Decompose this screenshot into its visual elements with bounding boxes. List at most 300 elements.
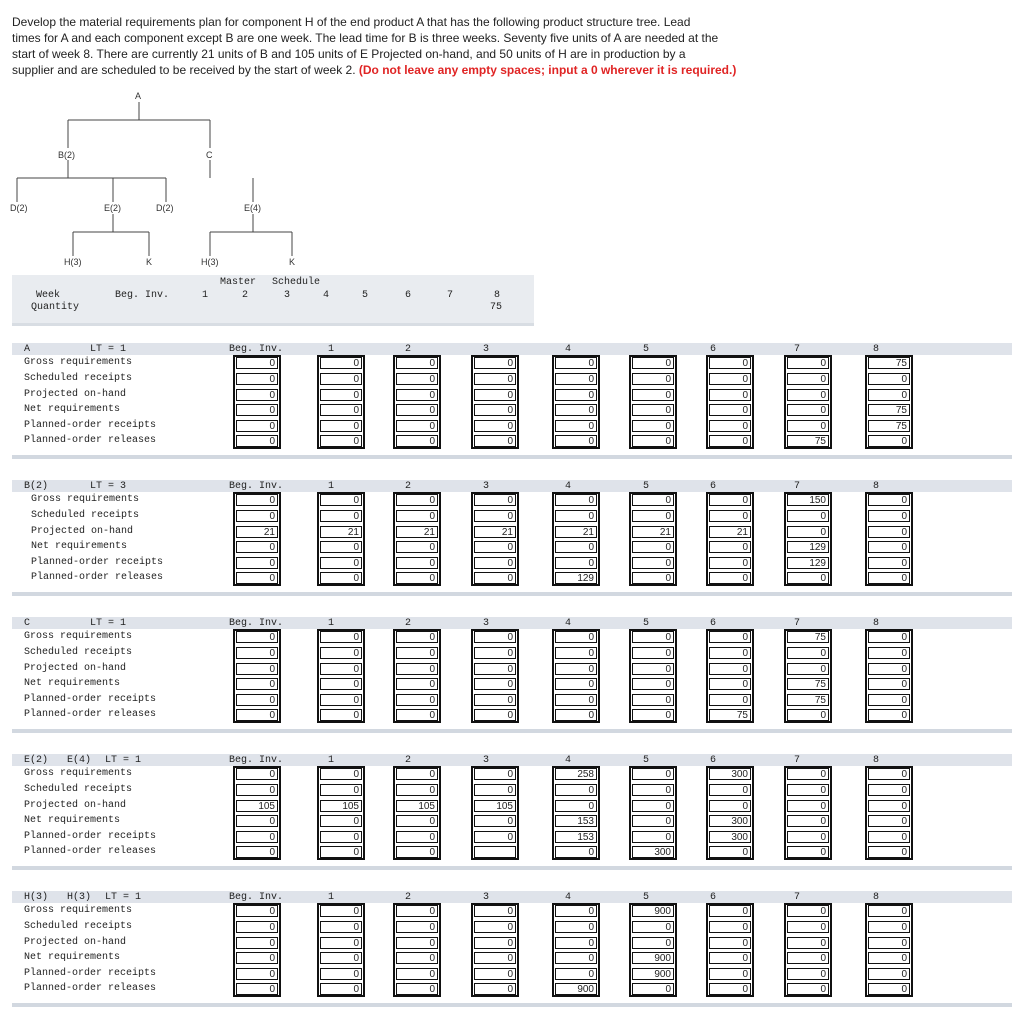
input-cell[interactable]: [474, 846, 516, 858]
input-cell[interactable]: 0: [396, 557, 438, 569]
input-cell[interactable]: 0: [709, 494, 751, 506]
input-cell[interactable]: 21: [555, 526, 597, 538]
input-cell[interactable]: 0: [320, 420, 362, 432]
input-cell[interactable]: 0: [632, 557, 674, 569]
input-cell[interactable]: 0: [787, 526, 829, 538]
input-cell[interactable]: 0: [868, 709, 910, 721]
input-cell[interactable]: 0: [236, 373, 278, 385]
input-cell[interactable]: 0: [236, 983, 278, 995]
input-cell[interactable]: 0: [787, 768, 829, 780]
input-cell[interactable]: 0: [868, 815, 910, 827]
input-cell[interactable]: 0: [320, 784, 362, 796]
input-cell[interactable]: 0: [320, 709, 362, 721]
input-cell[interactable]: 0: [555, 510, 597, 522]
week-header-4: 4: [565, 892, 572, 903]
input-cell[interactable]: 0: [787, 815, 829, 827]
input-cell[interactable]: 0: [632, 921, 674, 933]
tree-node-a: A: [135, 91, 142, 101]
input-cell[interactable]: 0: [555, 373, 597, 385]
input-cell[interactable]: 0: [709, 694, 751, 706]
input-cell[interactable]: 153: [555, 815, 597, 827]
input-cell[interactable]: 0: [236, 905, 278, 917]
input-cell[interactable]: 0: [868, 694, 910, 706]
input-cell[interactable]: 900: [632, 905, 674, 917]
input-cell[interactable]: 0: [709, 952, 751, 964]
input-cell[interactable]: 0: [868, 494, 910, 506]
row-label: Projected on-hand: [24, 389, 127, 400]
input-cell[interactable]: 0: [555, 694, 597, 706]
input-cell[interactable]: 0: [709, 937, 751, 949]
input-cell[interactable]: 0: [474, 784, 516, 796]
input-cell[interactable]: 0: [709, 420, 751, 432]
row-label: Gross requirements: [24, 357, 133, 368]
item-subtitle: H(3): [67, 892, 92, 903]
tree-node-e-under-c: E(4): [244, 203, 262, 213]
input-cell[interactable]: 0: [474, 921, 516, 933]
input-cell[interactable]: 0: [236, 572, 278, 584]
input-cell[interactable]: 0: [396, 768, 438, 780]
input-cell[interactable]: 0: [396, 831, 438, 843]
input-cell[interactable]: 0: [320, 846, 362, 858]
input-cell[interactable]: 0: [236, 420, 278, 432]
input-cell[interactable]: 0: [474, 952, 516, 964]
input-cell[interactable]: 21: [236, 526, 278, 538]
input-cell[interactable]: 0: [474, 709, 516, 721]
input-cell[interactable]: 0: [474, 420, 516, 432]
input-cell[interactable]: 0: [555, 968, 597, 980]
input-cell[interactable]: 0: [236, 557, 278, 569]
beg-inv-header: Beg. Inv.: [229, 755, 284, 766]
input-cell[interactable]: 0: [320, 510, 362, 522]
input-cell[interactable]: 0: [787, 968, 829, 980]
input-cell[interactable]: 0: [474, 905, 516, 917]
input-cell[interactable]: 0: [320, 663, 362, 675]
input-cell[interactable]: 0: [787, 831, 829, 843]
input-cell[interactable]: 0: [474, 404, 516, 416]
input-cell[interactable]: 129: [555, 572, 597, 584]
input-cell[interactable]: 0: [632, 435, 674, 447]
input-cell[interactable]: 0: [632, 983, 674, 995]
input-cell[interactable]: 0: [868, 968, 910, 980]
input-cell[interactable]: 0: [787, 404, 829, 416]
input-cell[interactable]: 75: [787, 631, 829, 643]
input-cell[interactable]: 0: [555, 541, 597, 553]
input-cell[interactable]: 0: [787, 373, 829, 385]
input-cell[interactable]: 0: [787, 784, 829, 796]
input-cell[interactable]: 0: [787, 420, 829, 432]
input-cell[interactable]: 0: [474, 937, 516, 949]
input-cell[interactable]: 0: [396, 631, 438, 643]
input-cell[interactable]: 0: [236, 494, 278, 506]
input-cell[interactable]: 153: [555, 831, 597, 843]
input-cell[interactable]: 0: [709, 572, 751, 584]
input-cell[interactable]: 150: [787, 494, 829, 506]
input-cell[interactable]: 0: [320, 968, 362, 980]
input-cell[interactable]: 0: [236, 541, 278, 553]
input-cell[interactable]: 0: [320, 815, 362, 827]
input-cell[interactable]: 0: [709, 800, 751, 812]
input-cell[interactable]: 0: [236, 663, 278, 675]
input-cell[interactable]: 0: [868, 541, 910, 553]
input-cell[interactable]: 0: [632, 678, 674, 690]
input-cell[interactable]: 0: [236, 709, 278, 721]
input-cell[interactable]: 21: [396, 526, 438, 538]
prompt-line-4: supplier and are scheduled to be received by the start of week 2.: [12, 63, 356, 77]
input-cell[interactable]: 0: [555, 784, 597, 796]
input-cell[interactable]: 0: [474, 647, 516, 659]
input-cell[interactable]: 0: [320, 631, 362, 643]
input-cell[interactable]: 0: [320, 541, 362, 553]
input-cell[interactable]: 75: [868, 420, 910, 432]
input-cell[interactable]: 0: [555, 494, 597, 506]
input-cell[interactable]: 0: [320, 435, 362, 447]
input-cell[interactable]: 0: [474, 557, 516, 569]
input-cell[interactable]: 0: [632, 541, 674, 553]
input-cell[interactable]: 0: [555, 905, 597, 917]
input-cell[interactable]: 0: [396, 435, 438, 447]
input-cell[interactable]: 75: [787, 435, 829, 447]
mrp-table-e: [12, 754, 1012, 872]
input-cell[interactable]: 0: [236, 694, 278, 706]
input-cell[interactable]: 0: [632, 373, 674, 385]
input-cell[interactable]: 0: [787, 800, 829, 812]
input-cell[interactable]: 0: [632, 694, 674, 706]
input-cell[interactable]: 0: [632, 937, 674, 949]
input-cell[interactable]: 0: [868, 952, 910, 964]
input-cell[interactable]: 0: [868, 435, 910, 447]
input-cell[interactable]: 0: [709, 983, 751, 995]
input-cell[interactable]: 75: [787, 678, 829, 690]
input-cell[interactable]: 0: [555, 846, 597, 858]
input-cell[interactable]: 21: [474, 526, 516, 538]
input-cell[interactable]: 0: [555, 800, 597, 812]
input-cell[interactable]: 0: [709, 921, 751, 933]
input-cell[interactable]: 300: [709, 831, 751, 843]
input-cell[interactable]: 0: [320, 921, 362, 933]
input-cell[interactable]: 129: [787, 541, 829, 553]
input-cell[interactable]: 0: [474, 678, 516, 690]
input-cell[interactable]: 0: [868, 784, 910, 796]
input-cell[interactable]: 0: [236, 510, 278, 522]
input-cell[interactable]: 0: [555, 647, 597, 659]
input-cell[interactable]: 0: [396, 494, 438, 506]
input-cell[interactable]: 0: [868, 800, 910, 812]
input-cell[interactable]: 0: [320, 357, 362, 369]
input-cell[interactable]: 0: [320, 694, 362, 706]
prompt-line-1: Develop the material requirements plan for component H of the end product A that has the following product structure tree. Lead: [12, 15, 691, 29]
input-cell[interactable]: 0: [868, 373, 910, 385]
input-cell[interactable]: 0: [320, 389, 362, 401]
input-cell[interactable]: 0: [709, 631, 751, 643]
input-cell[interactable]: 0: [396, 420, 438, 432]
input-cell[interactable]: 0: [868, 905, 910, 917]
tree-node-d-under-b: D(2): [10, 203, 28, 213]
input-cell[interactable]: 0: [709, 541, 751, 553]
input-cell[interactable]: 0: [396, 678, 438, 690]
input-cell[interactable]: 0: [396, 357, 438, 369]
row-label: Planned-order releases: [31, 572, 164, 583]
input-cell[interactable]: 0: [709, 435, 751, 447]
input-cell[interactable]: 0: [320, 905, 362, 917]
week-header-1: 1: [328, 892, 335, 903]
input-cell[interactable]: 0: [709, 678, 751, 690]
input-cell[interactable]: 0: [555, 937, 597, 949]
input-cell[interactable]: 0: [236, 404, 278, 416]
input-cell[interactable]: 0: [396, 647, 438, 659]
input-cell[interactable]: 0: [709, 905, 751, 917]
input-cell[interactable]: 0: [236, 768, 278, 780]
input-cell[interactable]: 75: [868, 404, 910, 416]
input-cell[interactable]: 0: [709, 357, 751, 369]
input-cell[interactable]: 0: [474, 831, 516, 843]
table-footer-bar: [12, 729, 1012, 733]
input-cell[interactable]: 0: [787, 647, 829, 659]
input-cell[interactable]: 0: [787, 905, 829, 917]
input-cell[interactable]: 0: [709, 968, 751, 980]
input-cell[interactable]: 0: [632, 647, 674, 659]
input-cell[interactable]: 0: [474, 494, 516, 506]
row-label: Net requirements: [24, 815, 121, 826]
input-cell[interactable]: 900: [555, 983, 597, 995]
input-cell[interactable]: 21: [632, 526, 674, 538]
input-cell[interactable]: 0: [632, 404, 674, 416]
input-cell[interactable]: 0: [868, 510, 910, 522]
input-cell[interactable]: 0: [555, 389, 597, 401]
input-cell[interactable]: 0: [474, 373, 516, 385]
input-cell[interactable]: 0: [236, 937, 278, 949]
input-cell[interactable]: 0: [709, 373, 751, 385]
input-cell[interactable]: 0: [474, 631, 516, 643]
input-cell[interactable]: 300: [709, 815, 751, 827]
input-cell[interactable]: 0: [236, 846, 278, 858]
mrp-table-c: [12, 617, 1012, 735]
input-cell[interactable]: 0: [474, 663, 516, 675]
input-cell[interactable]: 0: [787, 510, 829, 522]
input-cell[interactable]: 0: [868, 921, 910, 933]
input-cell[interactable]: 0: [555, 663, 597, 675]
input-cell[interactable]: 0: [709, 663, 751, 675]
input-cell[interactable]: 0: [555, 404, 597, 416]
input-cell[interactable]: 0: [320, 678, 362, 690]
input-cell[interactable]: 0: [555, 921, 597, 933]
input-cell[interactable]: 0: [396, 510, 438, 522]
input-cell[interactable]: 21: [709, 526, 751, 538]
input-cell[interactable]: 0: [709, 784, 751, 796]
input-cell[interactable]: 0: [632, 572, 674, 584]
input-cell[interactable]: 0: [868, 631, 910, 643]
input-cell[interactable]: 21: [320, 526, 362, 538]
input-cell[interactable]: 0: [396, 952, 438, 964]
input-cell[interactable]: 0: [320, 768, 362, 780]
input-cell[interactable]: 0: [632, 663, 674, 675]
input-cell[interactable]: 0: [787, 937, 829, 949]
input-cell[interactable]: 129: [787, 557, 829, 569]
input-cell[interactable]: 105: [474, 800, 516, 812]
input-cell[interactable]: 900: [632, 952, 674, 964]
input-cell[interactable]: 0: [632, 420, 674, 432]
input-cell[interactable]: 0: [396, 937, 438, 949]
input-cell[interactable]: 0: [236, 952, 278, 964]
input-cell[interactable]: 0: [236, 678, 278, 690]
week-header-7: 7: [794, 344, 801, 355]
input-cell[interactable]: 105: [236, 800, 278, 812]
input-cell[interactable]: 0: [632, 709, 674, 721]
input-cell[interactable]: 0: [555, 709, 597, 721]
week-header-8: 8: [873, 344, 880, 355]
input-cell[interactable]: 0: [632, 831, 674, 843]
input-cell[interactable]: 0: [396, 373, 438, 385]
input-cell[interactable]: 0: [787, 846, 829, 858]
input-cell[interactable]: 0: [632, 389, 674, 401]
input-cell[interactable]: 0: [709, 389, 751, 401]
input-cell[interactable]: 0: [555, 678, 597, 690]
input-cell[interactable]: 0: [320, 404, 362, 416]
input-cell[interactable]: 0: [868, 678, 910, 690]
input-cell[interactable]: 0: [236, 631, 278, 643]
input-cell[interactable]: 0: [868, 937, 910, 949]
input-cell[interactable]: 0: [320, 647, 362, 659]
input-cell[interactable]: 0: [555, 435, 597, 447]
input-cell[interactable]: 0: [236, 435, 278, 447]
input-cell[interactable]: 0: [868, 831, 910, 843]
input-cell[interactable]: 900: [632, 968, 674, 980]
input-cell[interactable]: 0: [236, 784, 278, 796]
row-label: Planned-order receipts: [24, 831, 157, 842]
input-cell[interactable]: 0: [320, 373, 362, 385]
input-cell[interactable]: 0: [632, 631, 674, 643]
table-footer-bar: [12, 455, 1012, 459]
input-cell[interactable]: 0: [396, 968, 438, 980]
input-cell[interactable]: 0: [555, 631, 597, 643]
input-cell[interactable]: 0: [632, 357, 674, 369]
row-label: Projected on-hand: [24, 800, 127, 811]
mrp-table-a: [12, 343, 1012, 461]
input-cell[interactable]: 258: [555, 768, 597, 780]
input-cell[interactable]: 0: [555, 420, 597, 432]
input-cell[interactable]: 0: [709, 846, 751, 858]
input-cell[interactable]: 0: [474, 510, 516, 522]
input-cell[interactable]: 0: [632, 784, 674, 796]
input-cell[interactable]: 105: [320, 800, 362, 812]
input-cell[interactable]: 0: [396, 572, 438, 584]
input-cell[interactable]: 0: [396, 784, 438, 796]
input-cell[interactable]: 0: [632, 510, 674, 522]
input-cell[interactable]: 0: [555, 557, 597, 569]
input-cell[interactable]: 0: [868, 663, 910, 675]
input-cell[interactable]: 0: [474, 357, 516, 369]
input-cell[interactable]: 0: [396, 709, 438, 721]
input-cell[interactable]: 0: [396, 983, 438, 995]
input-cell[interactable]: 0: [709, 557, 751, 569]
input-cell[interactable]: 0: [236, 389, 278, 401]
input-cell[interactable]: 0: [320, 557, 362, 569]
input-cell[interactable]: 0: [868, 768, 910, 780]
input-cell[interactable]: 0: [868, 526, 910, 538]
master-beg-inv-label: Beg. Inv.: [115, 290, 170, 301]
input-cell[interactable]: 0: [632, 768, 674, 780]
input-cell[interactable]: 0: [868, 846, 910, 858]
master-week-4: 4: [323, 290, 330, 301]
input-cell[interactable]: 300: [709, 768, 751, 780]
input-cell[interactable]: 0: [474, 983, 516, 995]
input-cell[interactable]: 300: [632, 846, 674, 858]
input-cell[interactable]: 75: [787, 694, 829, 706]
input-cell[interactable]: 0: [787, 389, 829, 401]
input-cell[interactable]: 0: [396, 541, 438, 553]
input-cell[interactable]: 0: [787, 952, 829, 964]
input-cell[interactable]: 0: [474, 694, 516, 706]
input-cell[interactable]: 0: [236, 815, 278, 827]
input-cell[interactable]: 0: [474, 968, 516, 980]
input-cell[interactable]: 0: [787, 921, 829, 933]
lead-time-label: LT = 1: [105, 755, 142, 766]
input-cell[interactable]: 0: [320, 494, 362, 506]
input-cell[interactable]: 0: [709, 647, 751, 659]
input-cell[interactable]: 0: [236, 831, 278, 843]
input-cell[interactable]: 0: [396, 921, 438, 933]
input-cell[interactable]: 0: [709, 510, 751, 522]
input-cell[interactable]: 105: [396, 800, 438, 812]
input-cell[interactable]: 0: [396, 846, 438, 858]
input-cell[interactable]: 0: [320, 983, 362, 995]
beg-inv-header: Beg. Inv.: [229, 892, 284, 903]
input-cell[interactable]: 75: [868, 357, 910, 369]
input-cell[interactable]: 0: [787, 709, 829, 721]
input-cell[interactable]: 0: [474, 572, 516, 584]
input-cell[interactable]: 0: [396, 389, 438, 401]
input-cell[interactable]: 0: [396, 905, 438, 917]
input-cell[interactable]: 0: [320, 831, 362, 843]
input-cell[interactable]: 0: [787, 357, 829, 369]
input-cell[interactable]: 0: [632, 800, 674, 812]
input-cell[interactable]: 0: [396, 404, 438, 416]
input-cell[interactable]: 0: [474, 435, 516, 447]
input-cell[interactable]: 0: [236, 921, 278, 933]
product-structure-tree: [0, 90, 540, 275]
input-cell[interactable]: 0: [236, 968, 278, 980]
input-cell[interactable]: 0: [555, 952, 597, 964]
input-cell[interactable]: 0: [709, 404, 751, 416]
input-cell[interactable]: 0: [396, 815, 438, 827]
input-cell[interactable]: 0: [396, 663, 438, 675]
input-cell[interactable]: 75: [709, 709, 751, 721]
input-cell[interactable]: 0: [787, 663, 829, 675]
input-cell[interactable]: 0: [868, 572, 910, 584]
input-cell[interactable]: 0: [868, 647, 910, 659]
input-cell[interactable]: 0: [868, 557, 910, 569]
input-cell[interactable]: 0: [868, 983, 910, 995]
input-cell[interactable]: 0: [474, 768, 516, 780]
input-cell[interactable]: 0: [320, 572, 362, 584]
input-cell[interactable]: 0: [474, 815, 516, 827]
input-cell[interactable]: 0: [787, 572, 829, 584]
input-cell[interactable]: 0: [632, 494, 674, 506]
week-header-5: 5: [643, 755, 650, 766]
input-cell[interactable]: 0: [474, 541, 516, 553]
input-cell[interactable]: 0: [868, 389, 910, 401]
input-cell[interactable]: 0: [236, 357, 278, 369]
input-cell[interactable]: 0: [236, 647, 278, 659]
input-cell[interactable]: 0: [555, 357, 597, 369]
input-cell[interactable]: 0: [474, 389, 516, 401]
input-cell[interactable]: 0: [320, 937, 362, 949]
row-label: Planned-order receipts: [31, 557, 164, 568]
input-cell[interactable]: 0: [632, 815, 674, 827]
input-cell[interactable]: 0: [396, 694, 438, 706]
input-cell[interactable]: 0: [320, 952, 362, 964]
input-cell[interactable]: 0: [787, 983, 829, 995]
row-label: Gross requirements: [24, 768, 133, 779]
